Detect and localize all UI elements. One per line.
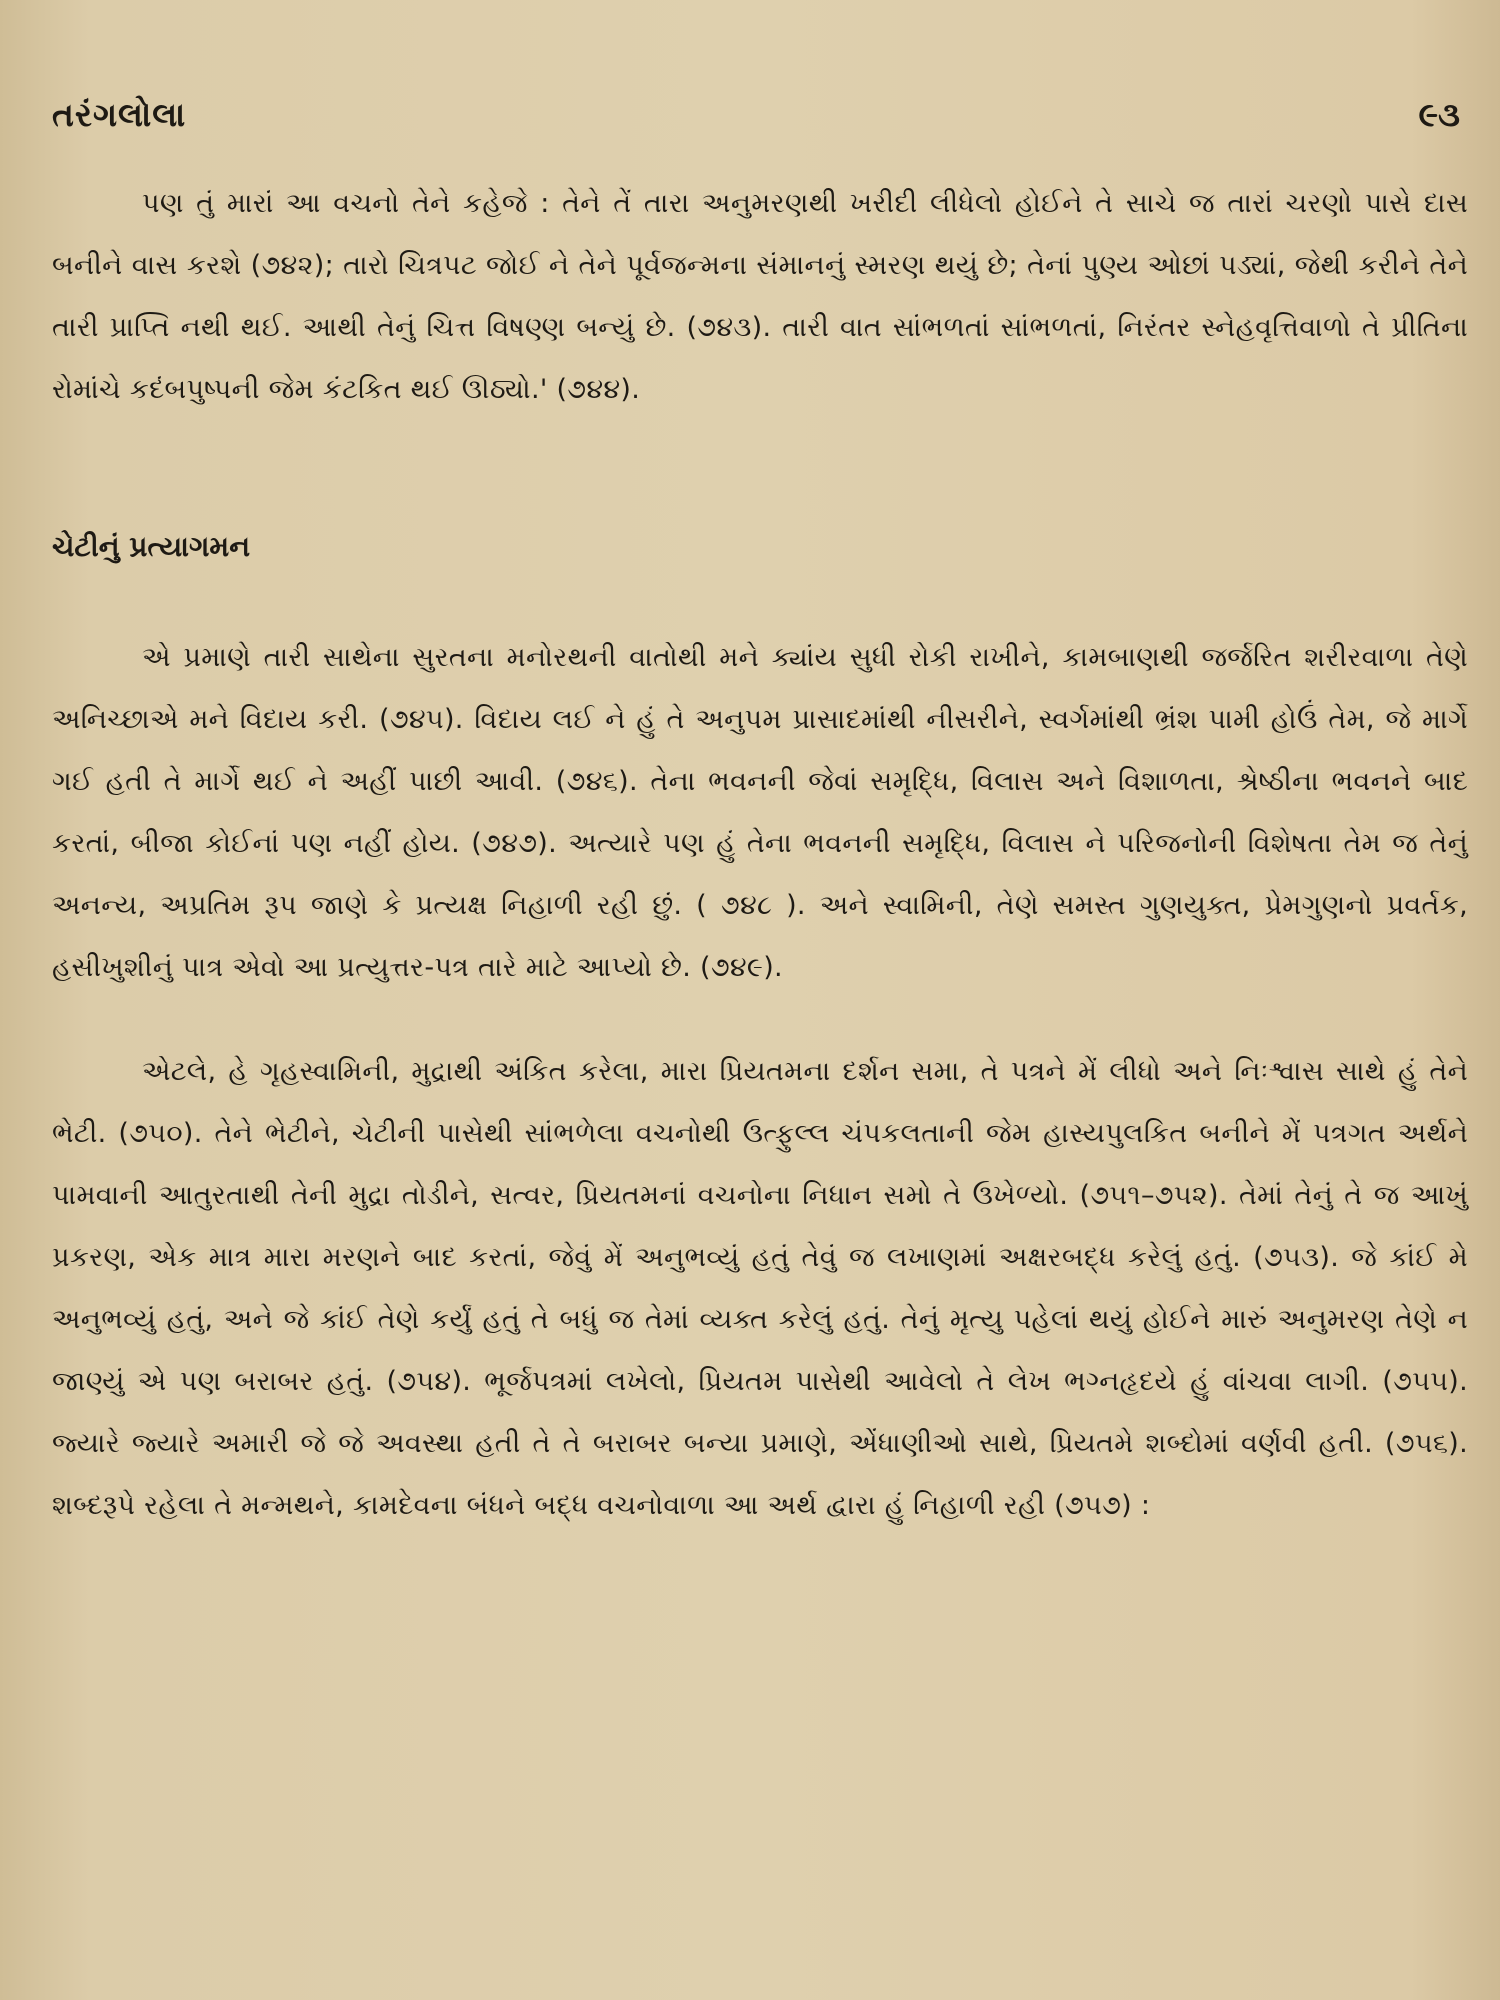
section-heading: ચેટીનું પ્રત્યાગમન bbox=[52, 530, 251, 563]
paragraph-1: પણ તું મારાં આ વચનો તેને કહેજે : તેને તેં તારા અનુમરણથી ખરીદી લીધેલો હોઈને તે સાચે જ તારાં ચરણો પાસે દાસ બનીને વાસ કરશે (૭૪૨); તારો ચિત્રપટ જોઈ ને તેને પૂર્વજન્મના સંમાનનું સ્મરણ થયું છે; તેનાં પુણ્ય ઓછાં પડ્યાં, જેથી કરીને તેને તારી પ્રાપ્તિ નથી થઈ. આથી તેનું ચિત્ત વિષણ્ણ બન્યું છે. (૭૪૩). તારી વાત સાંભળતાં સાંભળતાં, નિરંતર સ્નેહવૃત્તિવાળો તે પ્રીતિના રોમાંચે કદંબપુષ્પની જેમ કંટકિત થઈ ઊઠ્યો.' (૭૪૪). bbox=[52, 188, 1468, 405]
page-header bbox=[52, 95, 1468, 165]
paragraph-2: એ પ્રમાણે તારી સાથેના સુરતના મનોરથની વાતોથી મને ક્યાંય સુધી રોકી રાખીને, કામબાણથી જર્જરિત શરીરવાળા તેણે અનિચ્છાએ મને વિદાય કરી. (૭૪૫). વિદાય લઈ ને હું તે અનુપમ પ્રાસાદમાંથી નીસરીને, સ્વર્ગમાંથી ભ્રંશ પામી હોઉં તેમ, જે માર્ગે ગઈ હતી તે માર્ગે થઈ ને અહીં પાછી આવી. (૭૪૬). તેના ભવનની જેવાં સમૃદ્ધિ, વિલાસ અને વિશાળતા, શ્રેષ્ઠીના ભવનને બાદ કરતાં, બીજા કોઈનાં પણ નહીં હોય. (૭૪૭). અત્યારે પણ હું તેના ભવનની સમૃદ્ધિ, વિલાસ ને પરિજનોની વિશેષતા તેમ જ તેનું અનન્ય, અપ્રતિમ રૂપ જાણે કે પ્રત્યક્ષ નિહાળી રહી છું. ( ૭૪૮ ). અને સ્વામિની, તેણે સમસ્ત ગુણયુક્ત, પ્રેમગુણનો પ્રવર્તક, હસીખુશીનું પાત્ર એવો આ પ્રત્યુત્તર-પત્ર તારે માટે આપ્યો છે. (૭૪૯). bbox=[52, 642, 1468, 983]
page-number: ૯૩ bbox=[1418, 95, 1460, 134]
paragraph-3: એટલે, હે ગૃહસ્વામિની, મુદ્રાથી અંકિત કરેલા, મારા પ્રિયતમના દર્શન સમા, તે પત્રને મેં લીધો અને નિઃશ્વાસ સાથે હું તેને ભેટી. (૭૫૦). તેને ભેટીને, ચેટીની પાસેથી સાંભળેલા વચનોથી ઉત્ફુલ્લ ચંપકલતાની જેમ હાસ્યપુલકિત બનીને મેં પત્રગત અર્થને પામવાની આતુરતાથી તેની મુદ્રા તોડીને, સત્વર, પ્રિયતમનાં વચનોના નિધાન સમો તે ઉખેળ્યો. (૭૫૧–૭૫૨). તેમાં તેનું તે જ આખું પ્રકરણ, એક માત્ર મારા મરણને બાદ કરતાં, જેવું મેં અનુભવ્યું હતું તેવું જ લખાણમાં અક્ષરબદ્ધ કરેલું હતું. (૭૫૩). જે કાંઈ મે અનુભવ્યું હતું, અને જે કાંઈ તેણે કર્યું હતું તે બધું જ તેમાં વ્યક્ત કરેલું હતું. તેનું મૃત્યુ પહેલાં થયું હોઈને મારું અનુમરણ તેણે ન જાણ્યું એ પણ બરાબર હતું. (૭૫૪). ભૂર્જપત્રમાં લખેલો, પ્રિયતમ પાસેથી આવેલો તે લેખ ભગ્નહૃદયે હું વાંચવા લાગી. (૭૫૫). જ્યારે જ્યારે અમારી જે જે અવસ્થા હતી તે તે બરાબર બન્યા પ્રમાણે, એંધાણીઓ સાથે, પ્રિયતમે શબ્દોમાં વર્ણવી હતી. (૭૫૬). શબ્દરૂપે રહેલા તે મન્મથને, કામદેવના બંધને બદ્ધ વચનોવાળા આ અર્થ દ્વારા હું નિહાળી રહી (૭૫૭) : bbox=[52, 1056, 1468, 1521]
running-title: તરંગલોલા bbox=[52, 95, 187, 134]
